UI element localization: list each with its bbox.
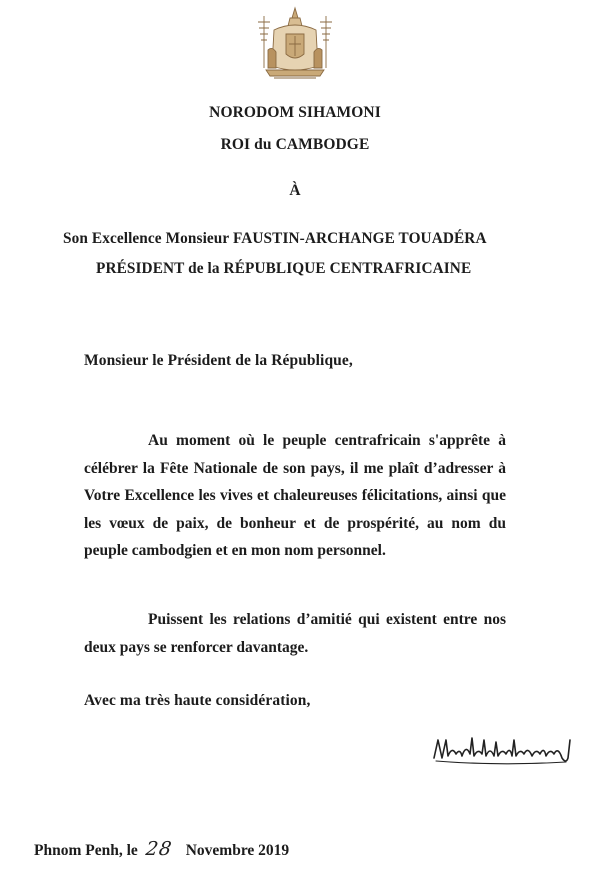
closing-formula: Avec ma très haute considération,: [84, 692, 311, 709]
date-line: [34, 838, 289, 860]
body-paragraph-1-text: Au moment où le peuple centrafricain s'apprête à célébrer la Fête Nationale de son pays, il me plaît d’adresser à Votre Excellence les vives et chaleureuses félicitations, ainsi que les vœux de paix, de bonheur et de prospérité, au nom du peuple cambodgien et en mon nom personnel.: [84, 432, 506, 559]
body-paragraph-1: [84, 427, 506, 565]
royal-crest-icon: [246, 6, 344, 86]
recipient-name: Son Excellence Monsieur FAUSTIN-ARCHANGE TOUADÉRA: [63, 230, 487, 247]
body-paragraph-2: [84, 606, 506, 661]
recipient-title: PRÉSIDENT de la RÉPUBLIQUE CENTRAFRICAINE: [96, 260, 472, 277]
addressee-preposition: À: [289, 182, 301, 199]
sender-title: ROI du CAMBODGE: [220, 136, 370, 153]
date-place: Phnom Penh, le: [34, 842, 138, 859]
sender-name: NORODOM SIHAMONI: [209, 104, 381, 121]
signature-image: [428, 728, 576, 770]
date-month-year: Novembre 2019: [185, 842, 290, 859]
salutation: Monsieur le Président de la République,: [84, 352, 353, 369]
date-day-handwritten: 28: [144, 838, 174, 860]
body-paragraph-2-text: Puissent les relations d’amitié qui existent entre nos deux pays se renforcer davantage.: [84, 611, 506, 656]
